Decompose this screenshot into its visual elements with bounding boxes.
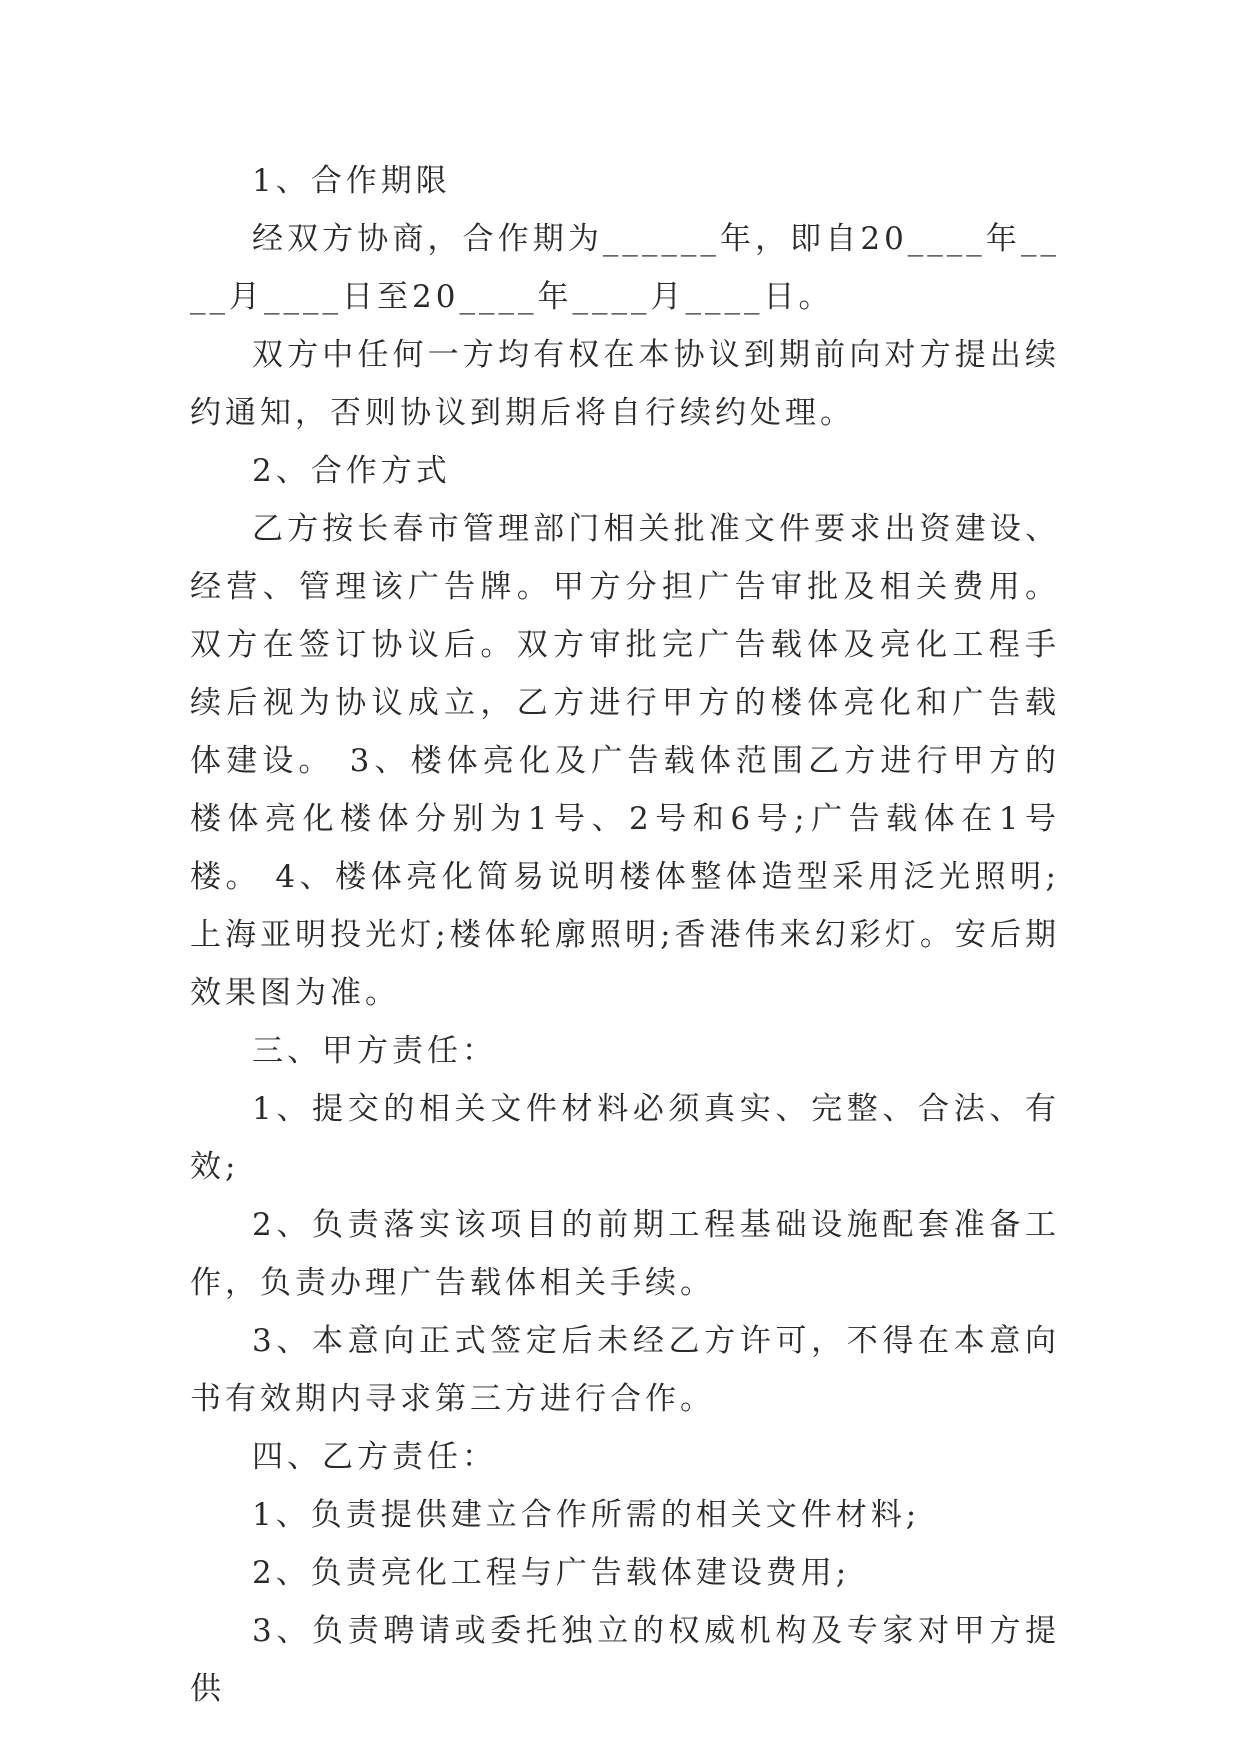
paragraph-term-period: 经双方协商，合作期为______年，即自20____年____月____日至20____年____月____日。 [190, 221, 1060, 315]
paragraph-renewal: 双方中任何一方均有权在本协议到期前向对方提出续约通知，否则协议到期后将自行续约处理。 [190, 337, 1060, 431]
paragraph-party-b-item-1: 1、负责提供建立合作所需的相关文件材料; [252, 1497, 921, 1533]
paragraph-method-body: 乙方按长春市管理部门相关批准文件要求出资建设、经营、管理该广告牌。甲方分担广告审批及相关费用。双方在签订协议后。双方审批完广告载体及亮化工程手续后视为协议成立，乙方进行甲方的楼体亮化和广告载体建设。 3、楼体亮化及广告载体范围乙方进行甲方的楼体亮化楼体分别为1号、2号和6号;广告载体在1号楼。 4、楼体亮化简易说明楼体整体造型采用泛光照明;上海亚明投光灯;楼体轮廓照明;香港伟来幻彩灯。安后期效果图为准。 [190, 511, 1060, 1011]
paragraph-party-a-heading: 三、甲方责任： [252, 1033, 497, 1069]
paragraph-party-a-item-3: 3、本意向正式签定后未经乙方许可，不得在本意向书有效期内寻求第三方进行合作。 [190, 1323, 1060, 1417]
paragraph-party-a-item-2: 2、负责落实该项目的前期工程基础设施配套准备工作，负责办理广告载体相关手续。 [190, 1207, 1060, 1301]
paragraph-party-b-item-2: 2、负责亮化工程与广告载体建设费用; [252, 1555, 851, 1591]
paragraph-term-heading: 1、合作期限 [252, 163, 451, 199]
paragraph-party-a-item-1: 1、提交的相关文件材料必须真实、完整、合法、有效; [190, 1091, 1060, 1185]
document-body [190, 152, 1060, 1718]
paragraph-method-heading: 2、合作方式 [252, 453, 451, 489]
paragraph-party-b-item-3: 3、负责聘请或委托独立的权威机构及专家对甲方提供 [190, 1613, 1060, 1707]
paragraph-party-b-heading: 四、乙方责任： [252, 1439, 497, 1475]
